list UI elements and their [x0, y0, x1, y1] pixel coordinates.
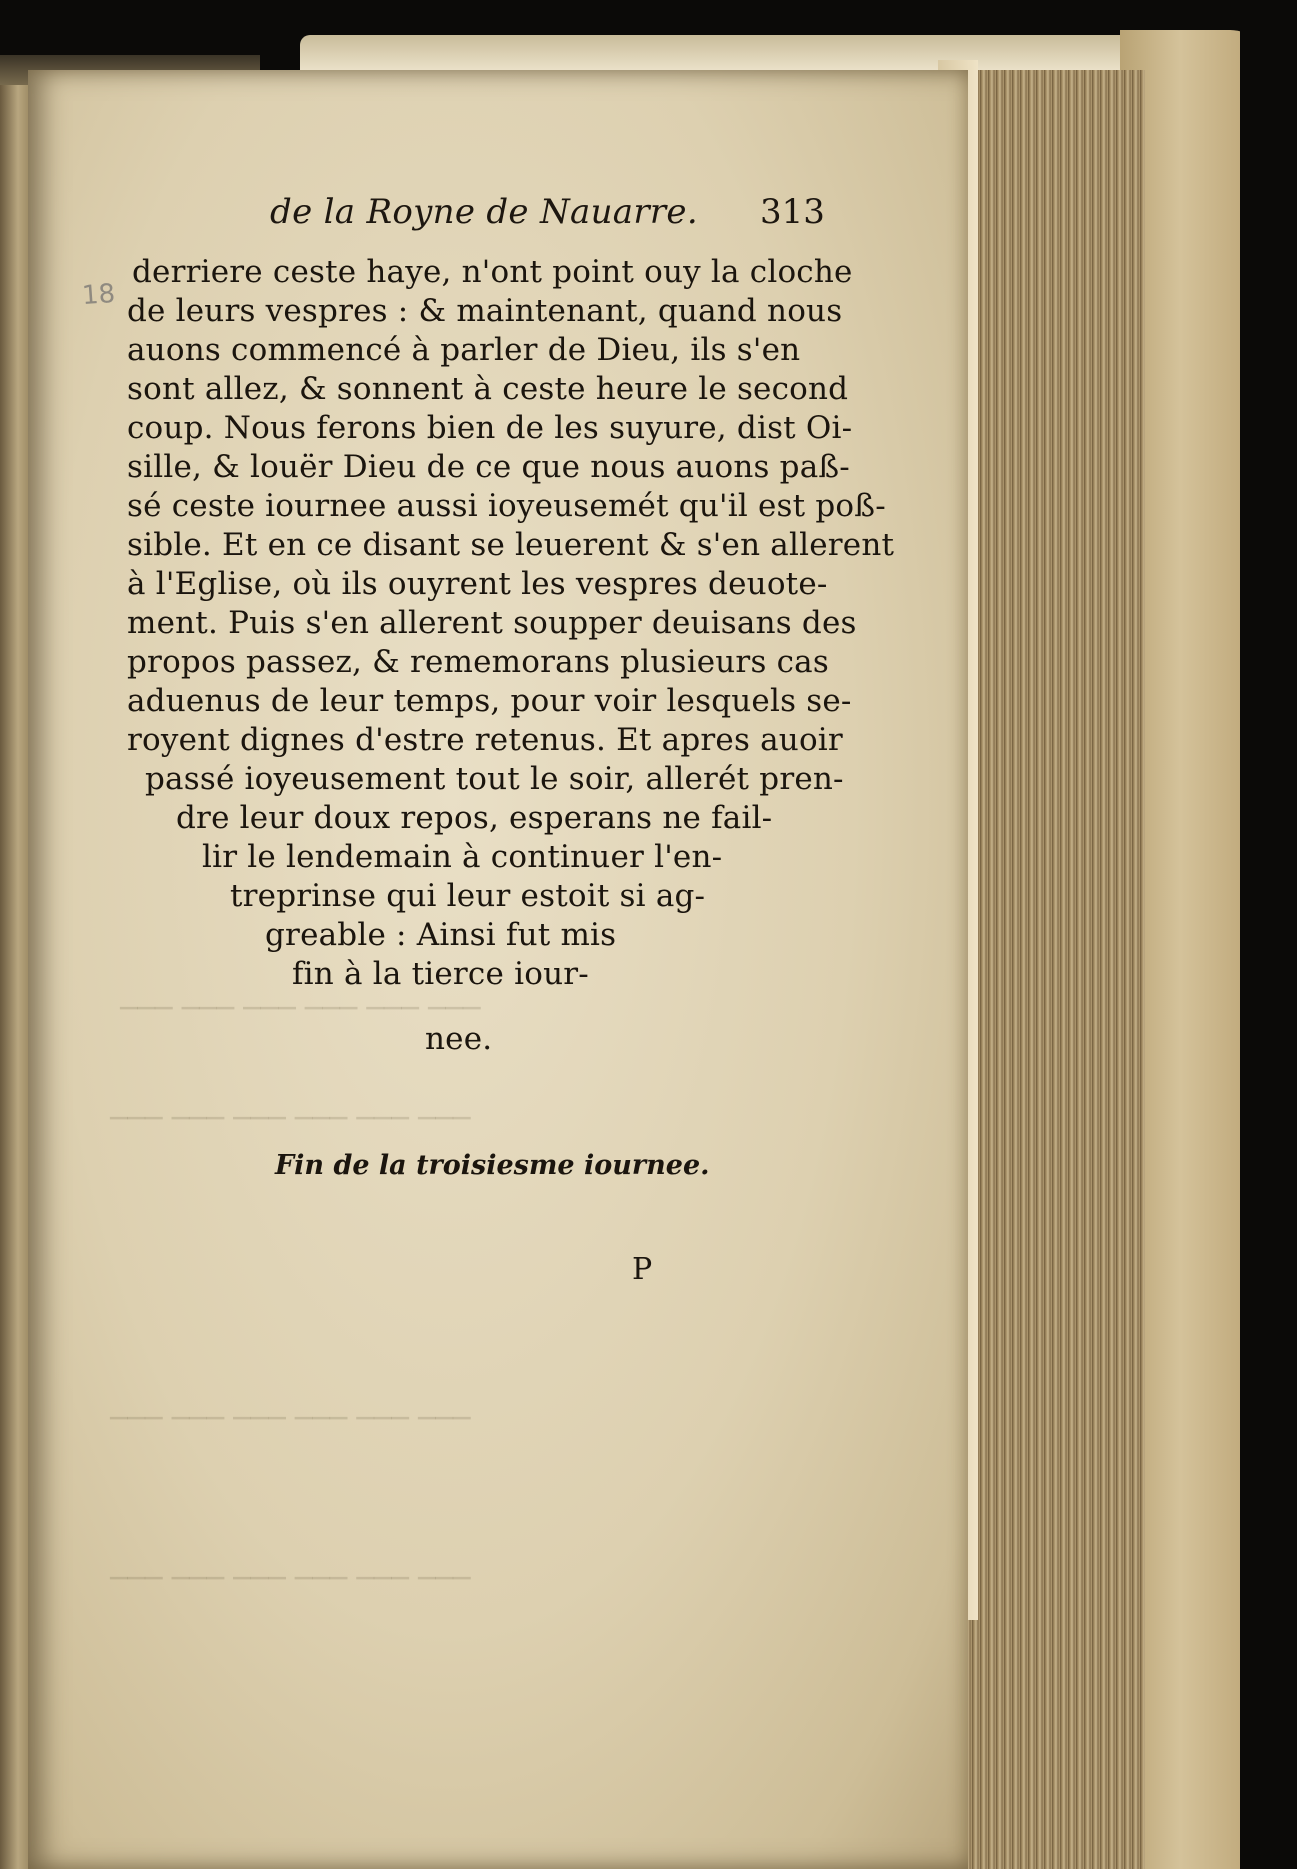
text-line: dre leur doux repos, esperans ne fail-	[176, 800, 773, 836]
text-line: derriere ceste haye, n'ont point ouy la cloche	[132, 254, 853, 290]
show-through: ─── ─── ─── ─── ─── ───	[110, 1561, 471, 1595]
explicit-line: Fin de la troisiesme iournee.	[275, 1150, 710, 1181]
background-shadow	[1240, 0, 1297, 1869]
text-line: lir le lendemain à continuer l'en-	[202, 839, 723, 875]
text-line: sé ceste iournee aussi ioyeusemét qu'il est poß-	[127, 488, 886, 524]
show-through: ─── ─── ─── ─── ─── ───	[110, 1101, 471, 1135]
text-line: auons commencé à parler de Dieu, ils s'en	[127, 332, 801, 368]
text-line: aduenus de leur temps, pour voir lesquels se-	[127, 683, 852, 719]
text-line: treprinse qui leur estoit si ag-	[230, 878, 706, 914]
previous-page-edge	[0, 85, 30, 1869]
text-line: sible. Et en ce disant se leuerent & s'en allerent	[127, 527, 895, 563]
top-page-edges	[300, 35, 1130, 75]
text-line: coup. Nous ferons bien de les suyure, dist Oi-	[127, 410, 853, 446]
show-through: ─── ─── ─── ─── ─── ───	[120, 991, 481, 1025]
margin-annotation: 18	[80, 278, 117, 312]
signature-mark: P	[632, 1252, 653, 1287]
text-line: greable : Ainsi fut mis	[265, 917, 617, 953]
running-title: de la Royne de Nauarre.	[270, 192, 698, 232]
text-line: nee.	[425, 1021, 493, 1057]
text-line: passé ioyeusement tout le soir, allerét pren-	[145, 761, 844, 797]
page-number: 313	[760, 192, 825, 232]
text-line: ment. Puis s'en allerent soupper deuisans des	[127, 605, 857, 641]
text-line: sille, & louër Dieu de ce que nous auons paß-	[127, 449, 850, 485]
text-line: royent dignes d'estre retenus. Et apres auoir	[127, 722, 843, 758]
show-through: ─── ─── ─── ─── ─── ───	[110, 1401, 471, 1435]
text-line: sont allez, & sonnent à ceste heure le second	[127, 371, 849, 407]
text-line: propos passez, & rememorans plusieurs cas	[127, 644, 829, 680]
running-head	[270, 192, 830, 236]
text-line: de leurs vespres : & maintenant, quand nous	[127, 293, 843, 329]
text-line: fin à la tierce iour-	[292, 956, 589, 992]
text-line: à l'Eglise, où ils ouyrent les vespres deuote-	[127, 566, 828, 602]
